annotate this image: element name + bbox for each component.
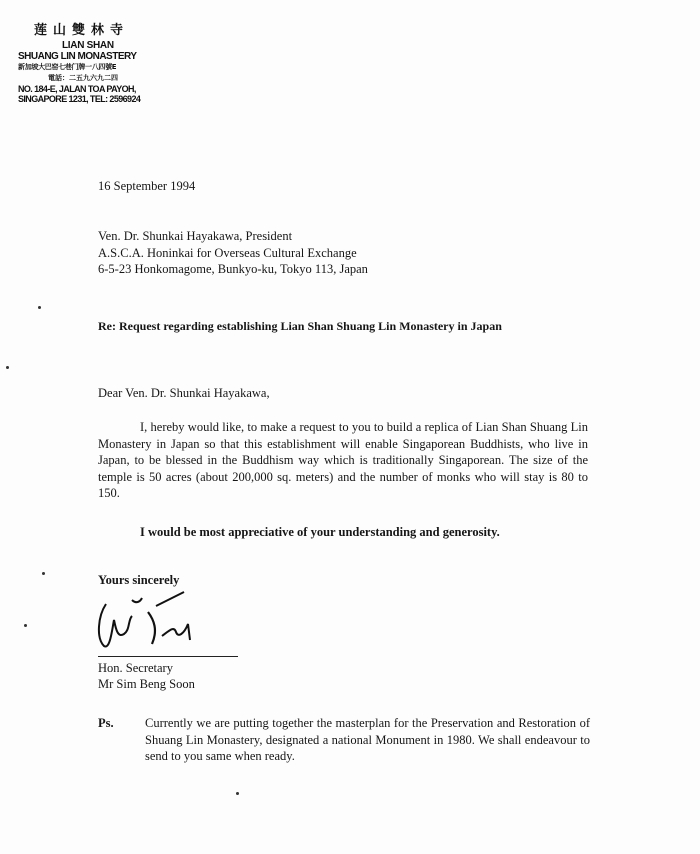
signature-line — [98, 656, 238, 657]
letterhead — [18, 22, 198, 104]
body-paragraph-2: I would be most appreciative of your understanding and generosity. — [140, 525, 500, 539]
salutation: Dear Ven. Dr. Shunkai Hayakawa, — [98, 386, 270, 400]
scan-speck — [38, 306, 41, 309]
closing: Yours sincerely — [98, 573, 180, 587]
letterhead-address-line2: SINGAPORE 1231, TEL: 2596924 — [18, 94, 141, 104]
letterhead-chinese-address: 新加坡大巴窑七巷门牌一八四號E — [18, 63, 117, 71]
postscript-label: Ps. — [98, 716, 114, 730]
postscript-text: Currently we are putting together the masterplan for the Preservation and Restoration of Shuang Lin Monastery, designated a national Monument in 1980. We shall endeavour to send to you same when ready. — [145, 716, 590, 763]
handwritten-signature — [92, 590, 212, 656]
scan-speck — [236, 792, 239, 795]
scan-speck — [42, 572, 45, 575]
recipient-line: A.S.C.A. Honinkai for Overseas Cultural Exchange — [98, 245, 357, 260]
letterhead-address-line1: NO. 184-E, JALAN TOA PAYOH, — [18, 84, 136, 94]
letterhead-chinese-name: 莲山雙林寺 — [34, 23, 130, 38]
body-paragraph-1: I, hereby would like, to make a request to you to build a replica of Lian Shan Shuang Lin Monastery in Japan so that this establishment will enable Singaporean Buddhists, who live in Japan, to be blessed in the Buddhism way which is traditionally Singaporean. The size of the temple is 50 acres (about 200,000 sq. meters) and the number of monks who will stay is 80 to 150. — [98, 420, 588, 500]
signer-name: Mr Sim Beng Soon — [98, 677, 195, 691]
subject-line: Re: Request regarding establishing Lian Shan Shuang Lin Monastery in Japan — [98, 319, 502, 333]
recipient-line: 6-5-23 Honkomagome, Bunkyo-ku, Tokyo 113, Japan — [98, 262, 368, 276]
letterhead-chinese-phone: 電話：二五九六九二四 — [48, 74, 118, 82]
letter-date: 16 September 1994 — [98, 179, 196, 193]
signer-title: Hon. Secretary — [98, 661, 173, 675]
recipient-line: Ven. Dr. Shunkai Hayakawa, President — [98, 229, 293, 243]
scan-speck — [6, 366, 9, 369]
scan-speck — [24, 624, 27, 627]
letterhead-name-line2: SHUANG LIN MONASTERY — [18, 51, 137, 62]
letterhead-name-line1: LIAN SHAN — [62, 40, 114, 51]
recipient-block — [98, 228, 538, 278]
